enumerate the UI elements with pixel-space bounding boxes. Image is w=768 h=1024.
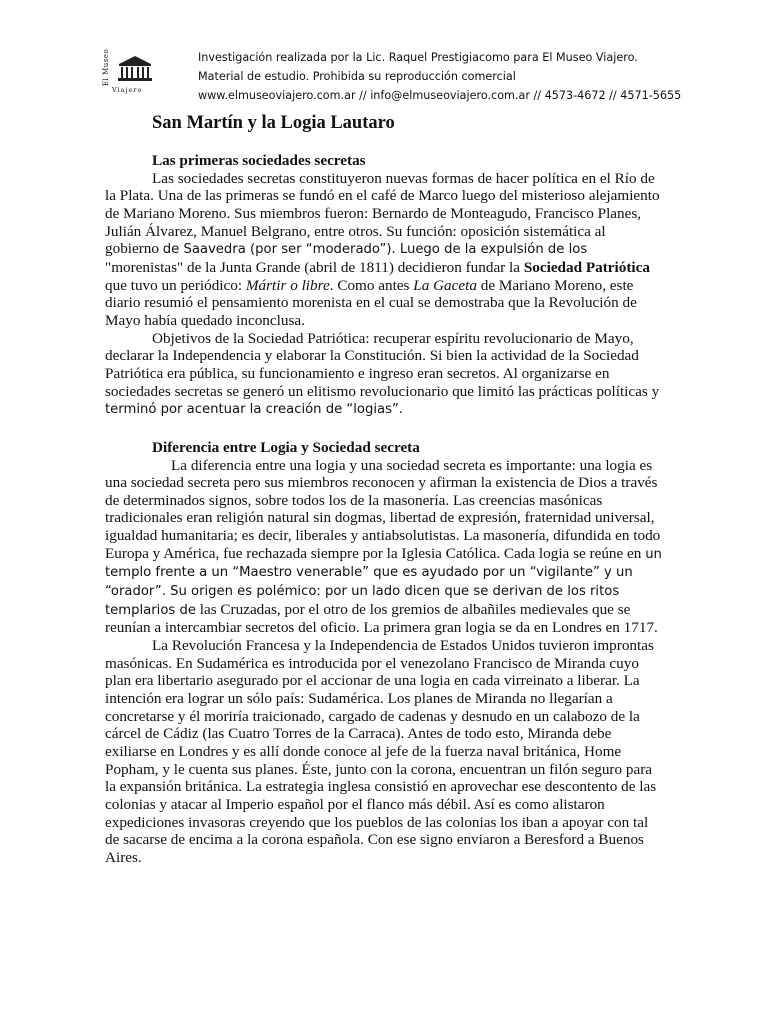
bold-term: Sociedad Patriótica — [523, 258, 650, 276]
italic-title: Mártir o libre — [245, 276, 330, 294]
text-run: que tuvo un periódico: — [105, 276, 246, 294]
header-line-3: www.elmuseoviajero.com.ar // info@elmuseoviajero.com.ar // 4573-4672 // 4571-5655 — [198, 89, 682, 102]
section-heading-2: Diferencia entre Logia y Sociedad secreta — [152, 438, 420, 456]
section-heading-1: Las primeras sociedades secretas — [152, 152, 366, 169]
museum-building-icon — [116, 54, 154, 84]
text-run: . Como antes — [329, 276, 414, 294]
text-run: de Saavedra (por ser “moderado”). Luego de la expulsión de los — [162, 242, 588, 258]
logo-text-vertical: El Museo — [102, 48, 110, 86]
text-run: La diferencia entre una logia y una sociedad secreta es importante: una logia es una sociedad secreta pero sus miembros reconocen y afirman la existencia de Dios a través de determinados signos, sobre todos los de la masonería. Las creencias masónicas tradicionales eran religión natural sin dogmas, libertad de expresión, fraternidad universal, igualdad humanitaria; es decir, liberales y antiabsolutistas. La masonería, difundida en todo Europa y América, fue rechazada siempre por la Iglesia Católica. Cada logia se reúne en — [105, 456, 661, 562]
text-run: de Mariano Moreno, este diario resumió el pensamiento morenista en el cual se demostraba que la Revolución de Mayo había quedado inconclusa. — [105, 276, 637, 329]
page-header — [100, 40, 720, 100]
document-title: San Martín y la Logia Lautaro — [152, 113, 395, 133]
paragraph: La Revolución Francesa y la Independencia de Estados Unidos tuvieron improntas masónicas. En Sudamérica es introducida por el venezolano Francisco de Miranda cuyo plan era libertario asegurado por el accionar de una logia en cada virreinato a liberar. La intención era lograr un sólo país: Sudamérica. Los planes de Miranda no llegarían a concretarse y él moriría traicionado, cargado de cadenas y desnudo en un calabozo de la cárcel de Cádiz (las Cuatro Torres de la Carraca). Antes de todo esto, Miranda debe exiliarse en Londres y es allí donde conoce al jefe de la fuerza naval británica, Home Popham, y le cuenta sus planes. Éste, junto con la corona, encuentran un filón seguro para la expansión británica. La estrategia inglesa consistió en aprovechar ese descontento de las colonias y atacar al Imperio español por el flanco más débil. Así es como alistaron expediciones invasoras creyendo que los pueblos de las colonias los iban a apoyar con tal de sacarse de encima a la corona española. Con ese signo enviaron a Beresford a Buenos Aires. — [105, 637, 657, 866]
paragraph — [105, 457, 663, 638]
header-line-1: Investigación realizada por la Lic. Raquel Prestigiacomo para El Museo Viajero. — [198, 51, 638, 64]
paragraph — [105, 330, 663, 419]
text-run: terminó por acentuar la creación de “logias”. — [105, 402, 403, 418]
text-run: las Cruzadas, por el otro de los gremios de albañiles medievales que se reunían a intercambiar secretos del oficio. La primera gran logia se da en Londres en 1717. — [105, 600, 658, 637]
text-run: Las sociedades secretas constituyeron nuevas formas de hacer política en el Río de la Plata. Una de las primeras se fundó en el café de Marco luego del misterioso alejamiento de Mariano Moreno. Sus miembros fueron: Bernardo de Monteagudo, Francisco Planes, Julián Álvarez, Manuel Belgrano, entre otros. Su función: oposición sistemática al gobierno — [105, 169, 660, 258]
logo-text-bottom: Viajero — [112, 86, 143, 94]
text-run: "morenistas" de la Junta Grande (abril de 1811) decidieron fundar la — [105, 258, 524, 276]
text-run: Objetivos de la Sociedad Patriótica: recuperar espíritu revolucionario de Mayo, declarar la Independencia y elaborar la Constitución. Si bien la actividad de la Sociedad Patriótica era pública, su funcionamiento e ingreso eran secretos. Al organizarse en sociedades secretas se generó un elitismo revolucionario que limitó las prácticas políticas y — [105, 329, 660, 400]
document-body — [105, 112, 663, 867]
el-museo-viajero-logo — [102, 42, 158, 94]
text-run: un templo frente a un “Maestro venerable” que es ayudado por un “vigilante” y un “orador”. Su origen es polémico: por un lado dicen que se derivan de los ritos templarios de — [105, 546, 662, 618]
paragraph — [105, 170, 663, 330]
italic-title: La Gaceta — [413, 276, 477, 294]
header-info — [198, 48, 681, 105]
header-line-2: Material de estudio. Prohibida su reproducción comercial — [198, 70, 516, 83]
